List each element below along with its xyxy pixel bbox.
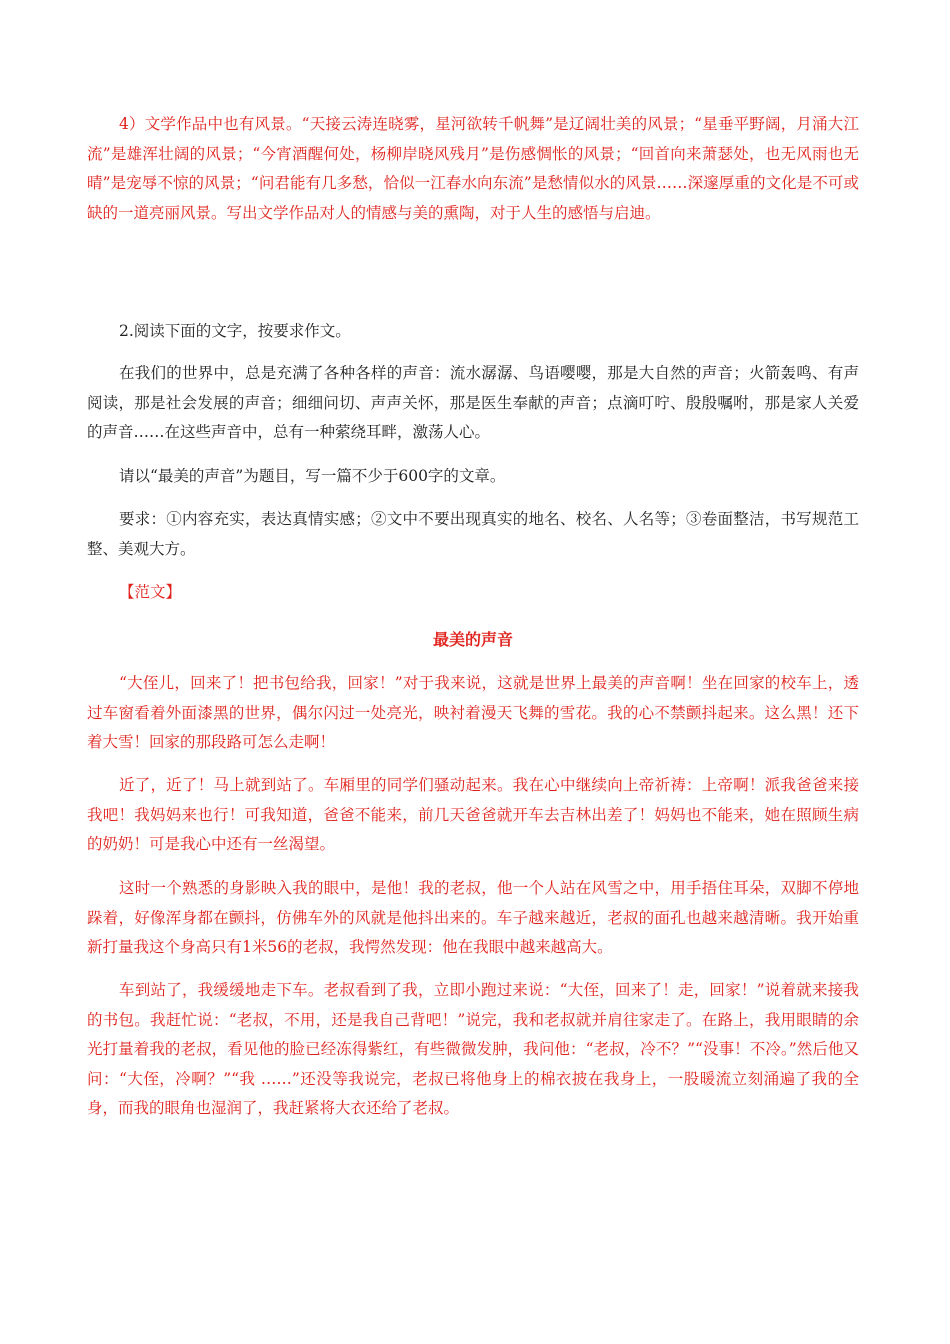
- essay-paragraph: 这时一个熟悉的身影映入我的眼中，是他！我的老叔，他一个人站在风雪之中，用手捂住耳朵，双脚不停地跺着，好像浑身都在颤抖，仿佛车外的风就是他抖出来的。车子越来越近，老叔的面孔也越来越清晰。我开始重新打量我这个身高只有1米56的老叔，我愕然发现：他在我眼中越来越高大。: [87, 879, 859, 956]
- writing-prompt: 请以“最美的声音”为题目，写一篇不少于600字的文章。: [119, 467, 506, 485]
- writing-requirements: 要求：①内容充实，表达真情实感；②文中不要出现真实的地名、校名、人名等；③卷面整洁，书写规范工整、美观大方。: [87, 510, 859, 558]
- sample-essay-label: 【范文】: [119, 583, 182, 601]
- writing-material-paragraph: 在我们的世界中，总是充满了各种各样的声音：流水潺潺、鸟语嘤嘤，那是大自然的声音；火箭轰鸣、有声阅读，那是社会发展的声音；细细问切、声声关怀，那是医生奉献的声音；点滴叮咛、殷殷嘱咐，那是家人关爱的声音……在这些声音中，总有一种萦绕耳畔，激荡人心。: [87, 364, 859, 441]
- essay-paragraph: “大侄儿，回来了！把书包给我，回家！”对于我来说，这就是世界上最美的声音啊！坐在回家的校车上，透过车窗看着外面漆黑的世界，偶尔闪过一处亮光，映衬着漫天飞舞的雪花。我的心不禁颤抖起来。这么黑！还下着大雪！回家的那段路可怎么走啊！: [87, 674, 859, 751]
- literature-scenery-paragraph: 4）文学作品中也有风景。“天接云涛连晓雾，星河欲转千帆舞”是辽阔壮美的风景；“星垂平野阔，月涌大江流”是雄浑壮阔的风景；“今宵酒醒何处，杨柳岸晓风残月”是伤感惆怅的风景；“回首向来萧瑟处，也无风雨也无晴”是宠辱不惊的风景；“问君能有几多愁，恰似一江春水向东流”是愁情似水的风景……深邃厚重的文化是不可或缺的一道亮丽风景。写出文学作品对人的情感与美的熏陶，对于人生的感悟与启迪。: [87, 115, 859, 222]
- essay-title: 最美的声音: [432, 630, 513, 649]
- essay-paragraph: 车到站了，我缓缓地走下车。老叔看到了我，立即小跑过来说：“大侄，回来了！走，回家！”说着就来接我的书包。我赶忙说：“老叔，不用，还是我自己背吧！”说完，我和老叔就并肩往家走了。在路上，我用眼睛的余光打量着我的老叔，看见他的脸已经冻得紫红，有些微微发肿，我问他：“老叔，冷不？”“没事！不冷。”然后他又问：“大侄，冷啊？”“我 ……”还没等我说完，老叔已将他身上的棉衣披在我身上，一股暖流立刻涌遍了我的全身，而我的眼角也湿润了，我赶紧将大衣还给了老叔。: [87, 981, 859, 1117]
- question-heading: 2.阅读下面的文字，按要求作文。: [119, 322, 351, 340]
- essay-paragraph: 近了，近了！马上就到站了。车厢里的同学们骚动起来。我在心中继续向上帝祈祷：上帝啊！派我爸爸来接我吧！我妈妈来也行！可我知道，爸爸不能来，前几天爸爸就开车去吉林出差了！妈妈也不能来，她在照顾生病的奶奶！可是我心中还有一丝渴望。: [87, 776, 859, 853]
